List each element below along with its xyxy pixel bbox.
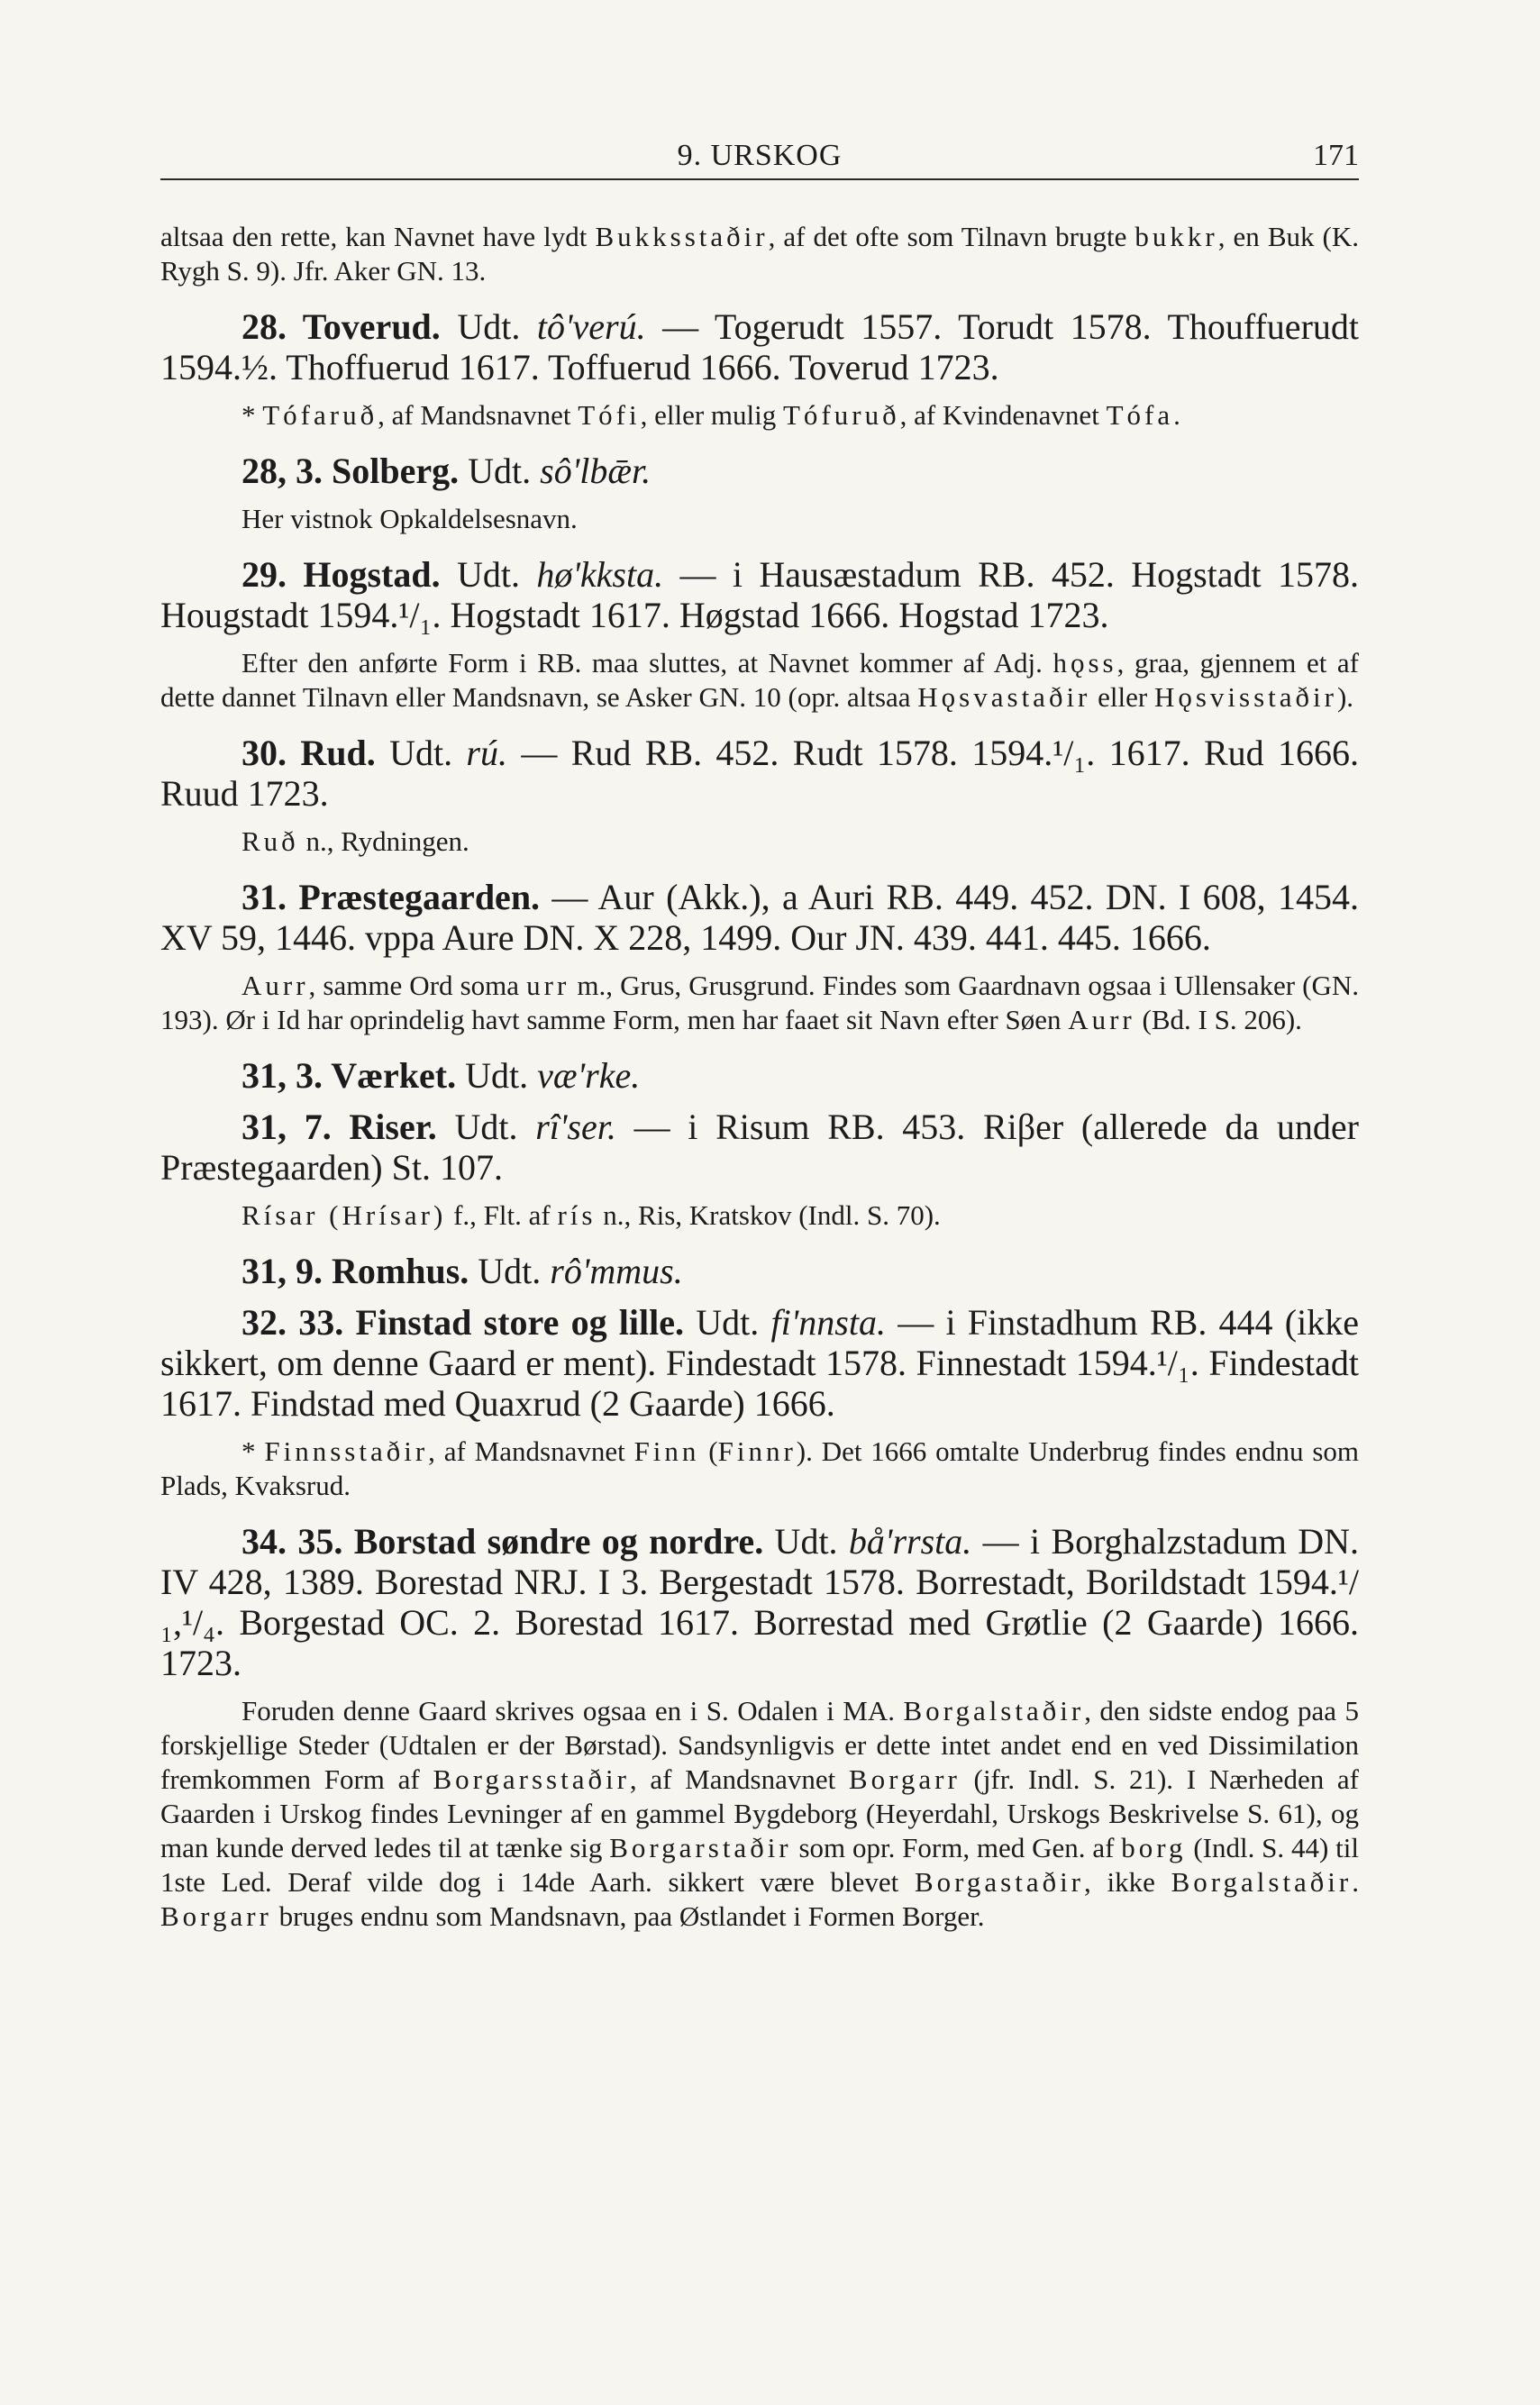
farm-name: Solberg. <box>332 451 460 491</box>
text-run: Her vistnok Opkaldelsesnavn. <box>241 503 578 534</box>
entry-number: 31, 3. <box>241 1055 332 1096</box>
farm-name: Værket. <box>331 1055 457 1096</box>
farm-name: Romhus. <box>332 1251 469 1291</box>
text-run: , af det ofte som Tilnavn brugte <box>768 221 1135 252</box>
entry-number: 28, 3. <box>241 451 332 491</box>
text-run: Udt. <box>469 1251 551 1291</box>
chapter-heading: 9. URSKOG <box>677 139 843 172</box>
entry-number: 31, 7. <box>241 1107 350 1147</box>
text-run: (Bd. I S. 206). <box>1134 1004 1302 1035</box>
commentary-note <box>160 220 1359 288</box>
text-run: ( <box>699 1435 718 1467</box>
farm-entry <box>160 1055 1359 1096</box>
farm-entry <box>160 877 1359 958</box>
spaced-term: Finn <box>633 1435 700 1467</box>
text-run: altsaa den rette, kan Navnet have lydt <box>160 221 596 252</box>
spaced-term: hǫss <box>1052 647 1117 679</box>
spaced-term: Borgastaðir <box>914 1866 1085 1898</box>
text-run: — i Finstadhum RB. 444 (ikke sikkert, om denne Gaard er ment). Findestadt 1578. Finnestadt 1594.¹/₁. Findestadt 1617. Findstad med Quaxrud (2 Gaarde) 1666. <box>160 1302 1359 1424</box>
spaced-term: Borgalstaðir <box>903 1695 1085 1726</box>
text-run: Udt. <box>684 1302 771 1343</box>
text-run: , af Mandsnavnet <box>378 399 579 431</box>
farm-name: Borstad søndre og nordre. <box>353 1521 764 1562</box>
pronunciation: fi'nnsta. <box>770 1302 886 1343</box>
farm-name: Hogstad. <box>303 554 441 595</box>
farm-name: Rud. <box>300 733 376 773</box>
pronunciation: bå'rrsta. <box>848 1521 972 1562</box>
spaced-term: Tófa <box>1106 399 1174 431</box>
spaced-term: Hǫsvisstaðir <box>1153 681 1337 713</box>
entry-number: 28. <box>241 306 303 347</box>
spaced-term: bukkr <box>1134 221 1218 252</box>
page-header <box>160 128 1359 180</box>
spaced-term: Tófuruð <box>782 399 900 431</box>
text-run: , samme Ord soma <box>308 970 527 1001</box>
text-run: . <box>1352 1866 1359 1898</box>
text-run: Foruden denne Gaard skrives ogsaa en i S. Odalen i MA. <box>241 1695 904 1726</box>
spaced-term: Aurr <box>241 970 309 1001</box>
spaced-term: Borgarsstaðir <box>433 1763 630 1795</box>
spaced-term: borg <box>1121 1832 1187 1863</box>
text-run: Efter den anførte Form i RB. maa sluttes, at Navnet kommer af Adj. <box>241 647 1053 679</box>
text-run: Udt. <box>436 1107 536 1147</box>
text-run: , den sidste endog paa 5 forskjellige Steder (Udtalen er der Børstad). Sandsynligvis er dette intet andet end en ved Dissimilation fremkommen Form af <box>160 1695 1360 1795</box>
farm-name: Finstad store og lille. <box>355 1302 685 1343</box>
text-run: — i Borghalzstadum DN. IV 428, 1389. Borestad NRJ. I 3. Bergestadt 1578. Borrestadt, Borildstadt 1594.¹/₁,¹/₄. Borgestad OC. 2. Borestad 1617. Borrestad med Grøtlie (2 Gaarde) 1666. 1723. <box>160 1521 1360 1683</box>
spaced-term: Borgarr <box>848 1763 961 1795</box>
text-run: * <box>241 1435 265 1467</box>
farm-entry <box>160 1521 1359 1683</box>
text-run: — i Risum RB. 453. Riβer (allerede da under Præstegaarden) St. 107. <box>160 1107 1360 1188</box>
text-run: Udt. <box>456 1055 538 1096</box>
text-run: som opr. Form, med Gen. af <box>791 1832 1122 1863</box>
pronunciation: rô'mmus. <box>550 1251 683 1291</box>
commentary-note <box>160 398 1359 433</box>
text-run: , en Buk (K. Rygh S. 9). Jfr. Aker GN. 13. <box>160 221 1359 287</box>
spaced-term: Borgarr <box>160 1900 272 1932</box>
text-run: , af Mandsnavnet <box>629 1763 849 1795</box>
text-run: m., Grus, Grusgrund. Findes som Gaardnavn ogsaa i Ullensaker (GN. 193). Ør i Id har oprindelig havt samme Form, men har faaet sit Navn efter Søen <box>160 970 1359 1035</box>
farm-name: Toverud. <box>302 306 441 347</box>
spaced-term: rís <box>557 1199 597 1231</box>
spaced-term: urr <box>526 970 570 1001</box>
pronunciation: tô'verú. <box>536 306 646 347</box>
commentary-note <box>160 1694 1359 1934</box>
text-run: , af Mandsnavnet <box>428 1435 634 1467</box>
text-run: , af Kvindenavnet <box>899 399 1107 431</box>
spaced-term: Tófaruð <box>262 399 378 431</box>
entry-number: 32. 33. <box>241 1302 356 1343</box>
pronunciation: sô'lbǣr. <box>540 451 652 491</box>
spaced-term: Tófi <box>578 399 641 431</box>
spaced-term: Hǫsvastaðir <box>917 681 1091 713</box>
entry-number: 34. 35. <box>241 1521 354 1562</box>
pronunciation: rî'ser. <box>535 1107 616 1147</box>
commentary-note <box>160 824 1359 859</box>
spaced-term: Finnr <box>717 1435 797 1467</box>
text-run: bruges endnu som Mandsnavn, paa Østlandet i Formen Borger. <box>271 1900 985 1932</box>
text-run: * <box>241 399 263 431</box>
text-run: — i Hausæstadum RB. 452. Hogstadt 1578. Hougstadt 1594.¹/₁. Hogstadt 1617. Høgstad 1666. Hogstad 1723. <box>160 554 1360 635</box>
page-number: 171 <box>1313 139 1359 172</box>
text-run: n., Rydningen. <box>298 825 469 857</box>
text-run: f., Flt. af <box>446 1199 558 1231</box>
pronunciation: rú. <box>466 733 507 773</box>
farm-entry <box>160 554 1359 635</box>
farm-entry <box>160 733 1359 814</box>
text-run: eller <box>1090 681 1154 713</box>
farm-name: Præstegaarden. <box>298 877 541 917</box>
text-run: Udt. <box>440 306 537 347</box>
spaced-term: Borgarstaðir <box>609 1832 792 1863</box>
entry-number: 30. <box>241 733 301 773</box>
text-run: — Aur (Akk.), a Auri RB. 449. 452. DN. I 608, 1454. XV 59, 1446. vppa Aure DN. X 228, 1499. Our JN. 439. 441. 445. 1666. <box>160 877 1359 958</box>
spaced-term: Aurr <box>1068 1004 1135 1035</box>
spaced-term: Rísar (Hrísar) <box>241 1199 447 1231</box>
text-run: — Rud RB. 452. Rudt 1578. 1594.¹/₁. 1617. Rud 1666. Ruud 1723. <box>160 733 1359 814</box>
entry-number: 29. <box>241 554 304 595</box>
text-run: . <box>1173 399 1180 431</box>
text-run: (jfr. Indl. S. 21). I Nærheden af Gaarden i Urskog findes Levninger af en gammel Bygdeborg (Heyerdahl, Urskogs Beskrivelse S. 61), og man kunde derved ledes til at tænke sig <box>160 1763 1360 1863</box>
page-body <box>160 220 1359 1952</box>
text-run: ). Det 1666 omtalte Underbrug findes endnu som Plads, Kvaksrud. <box>160 1435 1360 1501</box>
text-run: n., Ris, Kratskov (Indl. S. 70). <box>596 1199 941 1231</box>
pronunciation: væ'rke. <box>537 1055 641 1096</box>
entry-number: 31, 9. <box>241 1251 332 1291</box>
spaced-term: Ruð <box>241 825 299 857</box>
farm-entry <box>160 306 1359 387</box>
farm-entry <box>160 451 1359 491</box>
entry-number: 31. <box>241 877 299 917</box>
text-run: ). <box>1336 681 1354 713</box>
text-run: (Indl. S. 44) til 1ste Led. Deraf vilde dog i 14de Aarh. sikkert være blevet <box>160 1832 1359 1898</box>
text-run: Udt. <box>763 1521 849 1562</box>
text-run: , eller mulig <box>640 399 783 431</box>
text-run: Udt. <box>440 554 537 595</box>
commentary-note <box>160 1198 1359 1233</box>
commentary-note <box>160 502 1359 536</box>
text-run: — Togerudt 1557. Torudt 1578. Thouffuerudt 1594.½. Thoffuerud 1617. Toffuerud 1666. Toverud 1723. <box>160 306 1359 387</box>
commentary-note <box>160 1435 1359 1503</box>
text-run: , graa, gjennem et af dette dannet Tilnavn eller Mandsnavn, se Asker GN. 10 (opr. altsaa <box>160 647 1360 713</box>
farm-entry <box>160 1107 1359 1188</box>
spaced-term: Bukksstaðir <box>595 221 769 252</box>
spaced-term: Borgalstaðir <box>1171 1866 1353 1898</box>
text-run: Udt. <box>459 451 541 491</box>
commentary-note <box>160 969 1359 1037</box>
spaced-term: Finnsstaðir <box>264 1435 429 1467</box>
farm-entry <box>160 1251 1359 1291</box>
farm-name: Riser. <box>349 1107 437 1147</box>
text-run: Udt. <box>375 733 467 773</box>
farm-entry <box>160 1302 1359 1424</box>
pronunciation: hø'kksta. <box>536 554 664 595</box>
commentary-note <box>160 646 1359 715</box>
text-run: , ikke <box>1084 1866 1171 1898</box>
